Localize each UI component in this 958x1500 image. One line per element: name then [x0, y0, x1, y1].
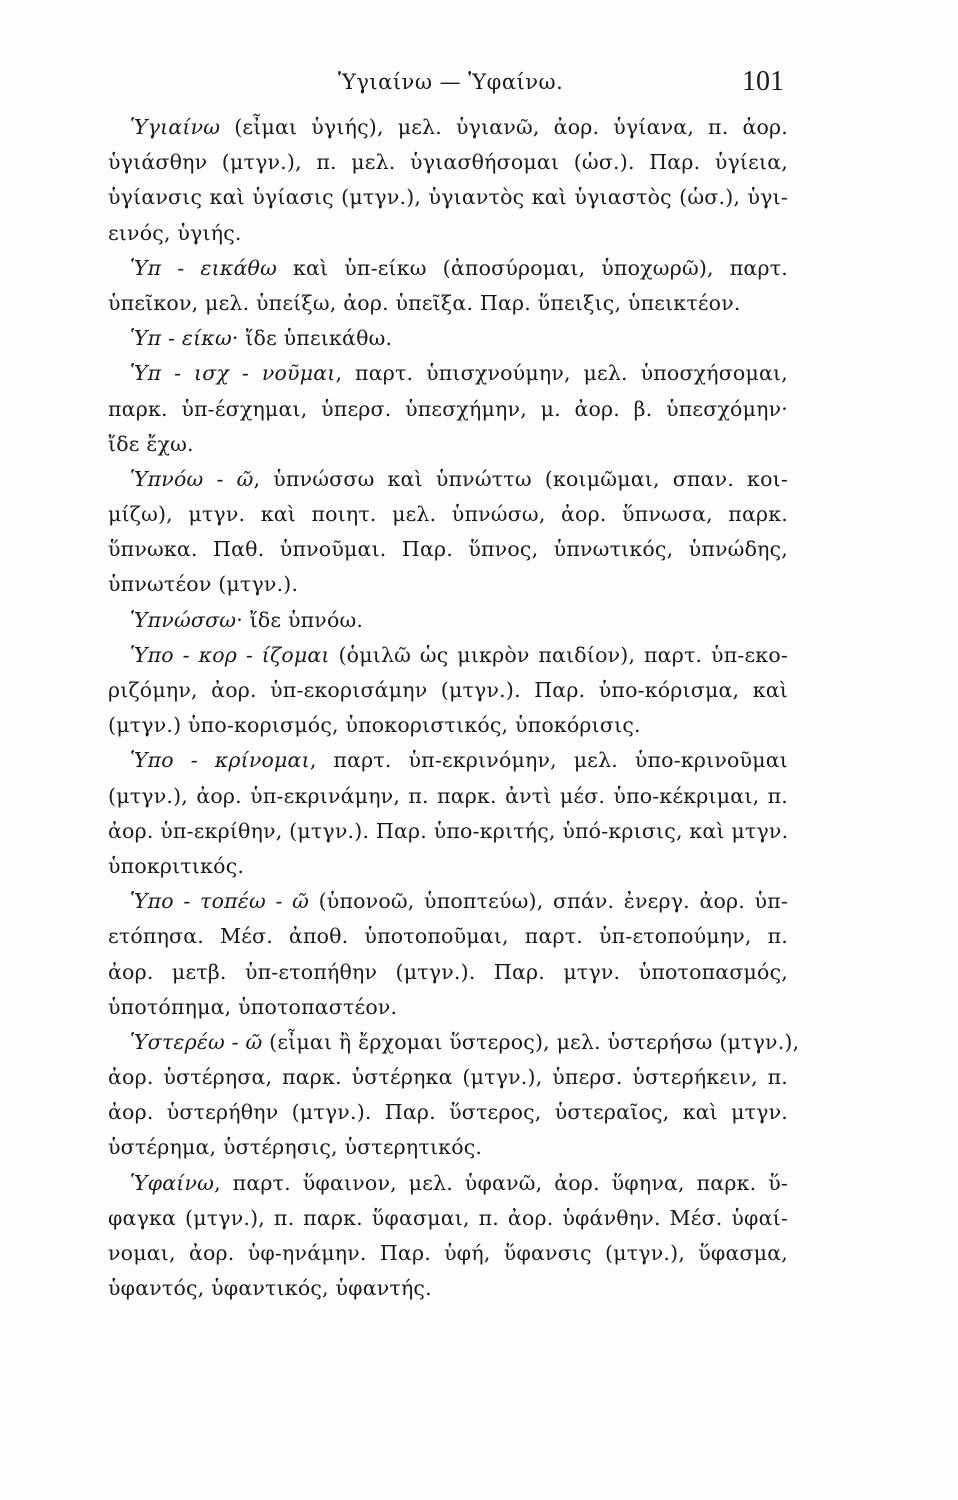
entry-text: ὑγιάσθην (μτγν.), π. μελ. ὑγιασθήσομαι (ὡσ.). Παρ. ὑγίεια,: [108, 150, 788, 175]
entry-text: ὑπεῖκον, μελ. ὑπείξω, ἀορ. ὑπεῖξα. Παρ. ὕπειξις, ὑπεικτέον.: [108, 290, 741, 315]
entry-text: ἀορ. μετβ. ὑπ-ετοπήθην (μτγν.). Παρ. μτγν. ὑποτοπασμός,: [108, 959, 788, 984]
entry-text: ετόπησα. Μέσ. ἀποθ. ὑποτοποῦμαι, παρτ. ὑπ-ετοπούμην, π.: [108, 924, 788, 949]
entry-headword: Ὑπ - εικάθω: [130, 255, 277, 280]
entry-headword: Ὑπο - κρίνομαι: [130, 748, 310, 773]
dictionary-entry: [108, 1025, 800, 1166]
entry-first-line: [108, 1025, 800, 1060]
entry-text: ὑγίανσις καὶ ὑγίασις (μτγν.), ὑγιαντὸς καὶ ὑγιαστὸς (ὡσ.), ὑγι-: [108, 185, 788, 210]
entry-headword: Ὑστερέω - ῶ: [130, 1029, 263, 1054]
entry-text: (ὑπονοῶ, ὑποπτεύω), σπάν. ἐνεργ. ἀορ. ὑπ-: [309, 889, 788, 914]
entry-first-line: [108, 462, 788, 497]
entry-headword: Ὑπ - είκω·: [130, 326, 239, 351]
dictionary-entry: [108, 884, 788, 1025]
entry-line: [108, 673, 788, 708]
entry-first-line: [108, 321, 788, 356]
entry-text: (μτγν.), ἀορ. ὑπ-εκρινάμην, π. παρκ. ἀντὶ μέσ. ὑπο-κέκριμαι, π.: [108, 783, 788, 808]
entry-text: ἀορ. ὑστερήθην (μτγν.). Παρ. ὕστερος, ὑστεραῖος, καὶ μτγν.: [108, 1100, 788, 1125]
running-head-title: Ὑγιαίνω — Ὑφαίνω.: [338, 70, 564, 94]
entry-text: (μτγν.) ὑπο-κορισμός, ὑποκοριστικός, ὑποκόρισις.: [108, 713, 641, 738]
dictionary-entry: [108, 251, 788, 321]
entry-text: ὑποτόπημα, ὑποτοπαστέον.: [108, 994, 398, 1019]
entry-text: μίζω), μτγν. καὶ ποιητ. μελ. ὑπνώσω, ἀορ. ὕπνωσα, παρκ.: [108, 502, 788, 527]
entry-text: (εἶμαι ἢ ἔρχομαι ὕστερος), μελ. ὑστερήσω (μτγν.),: [262, 1029, 800, 1054]
entry-line: [108, 180, 788, 215]
entry-line: [108, 779, 788, 814]
entry-first-line: [108, 743, 788, 778]
entry-line: [108, 708, 788, 743]
entry-first-line: [108, 251, 788, 286]
entry-first-line: [108, 884, 788, 919]
entry-line: [108, 392, 788, 427]
entry-text: ριζόμην, ἀορ. ὑπ-εκορισάμην (μτγν.). Παρ. ὑπο-κόρισμα, καὶ: [108, 678, 788, 702]
entry-line: [108, 145, 788, 180]
entry-text: , παρτ. ὕφαινον, μελ. ὑφανῶ, ἀορ. ὕφηνα, παρκ. ὕ-: [214, 1170, 788, 1195]
entry-text: παρκ. ὑπ-έσχημαι, ὑπερσ. ὑπεσχήμην, μ. ἀορ. β. ὑπεσχόμην·: [108, 396, 788, 421]
entry-text: (εἶμαι ὑγιής), μελ. ὑγιανῶ, ἀορ. ὑγίανα, π. ἀορ.: [220, 115, 788, 139]
entry-line: [108, 990, 788, 1025]
entry-text: ἴδε ὑπνόω.: [242, 607, 364, 632]
entry-first-line: [108, 356, 788, 391]
entry-text: , ὑπνώσσω καὶ ὑπνώττω (κοιμῶμαι, σπαν. κοι-: [253, 466, 788, 491]
entry-line: [108, 1060, 788, 1095]
dictionary-entry: [108, 462, 788, 603]
entry-text: φαγκα (μτγν.), π. παρκ. ὕφασμαι, π. ἀορ. ὑφάνθην. Μέσ. ὑφαί-: [108, 1205, 788, 1230]
running-head: [108, 66, 784, 110]
entry-text: , παρτ. ὑπισχνούμην, μελ. ὑποσχήσομαι,: [335, 361, 788, 386]
entry-line: [108, 216, 788, 251]
entry-text: ὑπνωτέον (μτγν.).: [108, 572, 299, 597]
entry-text: ὑποκριτικός.: [108, 853, 245, 878]
page-number: 101: [742, 66, 784, 97]
entry-first-line: [108, 638, 788, 673]
dictionary-entry: [108, 110, 788, 251]
entry-text: ἀορ. ὑστέρησα, παρκ. ὑστέρηκα (μτγν.), ὑπερσ. ὑστερήκειν, π.: [108, 1065, 788, 1090]
dictionary-entry: [108, 743, 788, 884]
entry-text: ἀορ. ὑπ-εκρίθην, (μτγν.). Παρ. ὑπο-κριτής, ὑπό-κρισις, καὶ μτγν.: [108, 818, 789, 843]
entry-line: [108, 532, 788, 567]
entry-text: νομαι, ἀορ. ὑφ-ηνάμην. Παρ. ὑφή, ὕφανσις (μτγν.), ὕφασμα,: [108, 1241, 788, 1265]
entry-headword: Ὑπνόω - ῶ: [130, 466, 254, 491]
entry-line: [108, 497, 788, 532]
entry-line: [108, 1130, 788, 1165]
dictionary-entry: [108, 1166, 788, 1307]
entry-line: [108, 1201, 788, 1236]
entry-headword: Ὑπο - τοπέω - ῶ: [130, 889, 310, 914]
entry-headword: Ὑπο - κορ - ίζομαι: [130, 642, 330, 667]
entry-line: [108, 814, 788, 849]
entry-first-line: [108, 603, 788, 638]
entry-text: (ὁμιλῶ ὡς μικρὸν παιδίον), παρτ. ὑπ-εκο-: [329, 642, 788, 667]
entry-headword: Ὑφαίνω: [130, 1170, 215, 1195]
dictionary-entry: [108, 321, 788, 356]
entry-text: ἴδε ὑπεικάθω.: [238, 326, 393, 351]
dictionary-entry: [108, 638, 788, 744]
entry-line: [108, 955, 788, 990]
entry-line: [108, 849, 788, 884]
entry-line: [108, 1271, 788, 1306]
dictionary-entry: [108, 356, 788, 462]
entry-headword: Ὑγιαίνω: [130, 115, 221, 139]
entry-first-line: [108, 1166, 788, 1201]
dictionary-entry: [108, 603, 788, 638]
entry-headword: Ὑπ - ισχ - νοῦμαι: [130, 361, 336, 386]
entry-line: [108, 1236, 788, 1271]
entry-text: ὑφαντός, ὑφαντικός, ὑφαντής.: [108, 1276, 432, 1301]
entry-text: , παρτ. ὑπ-εκρινόμην, μελ. ὑπο-κρινοῦμαι: [309, 748, 789, 773]
entry-text: καὶ ὑπ-είκω (ἀποσύρομαι, ὑποχωρῶ), παρτ.: [276, 255, 788, 280]
entry-line: [108, 286, 788, 321]
entry-text: ἴδε ἔχω.: [108, 431, 194, 456]
entry-line: [108, 919, 788, 954]
entry-line: [108, 1095, 788, 1130]
entry-text: ὑστέρημα, ὑστέρησις, ὑστερητικός.: [108, 1135, 483, 1160]
entry-text: εινός, ὑγιής.: [108, 220, 242, 245]
entry-line: [108, 567, 788, 602]
entry-line: [108, 427, 788, 462]
entry-headword: Ὑπνώσσω·: [130, 607, 243, 632]
entry-text: ὕπνωκα. Παθ. ὑπνοῦμαι. Παρ. ὕπνος, ὑπνωτικός, ὑπνώδης,: [108, 537, 788, 562]
entry-first-line: [108, 110, 788, 145]
dictionary-entries: [108, 110, 800, 1306]
